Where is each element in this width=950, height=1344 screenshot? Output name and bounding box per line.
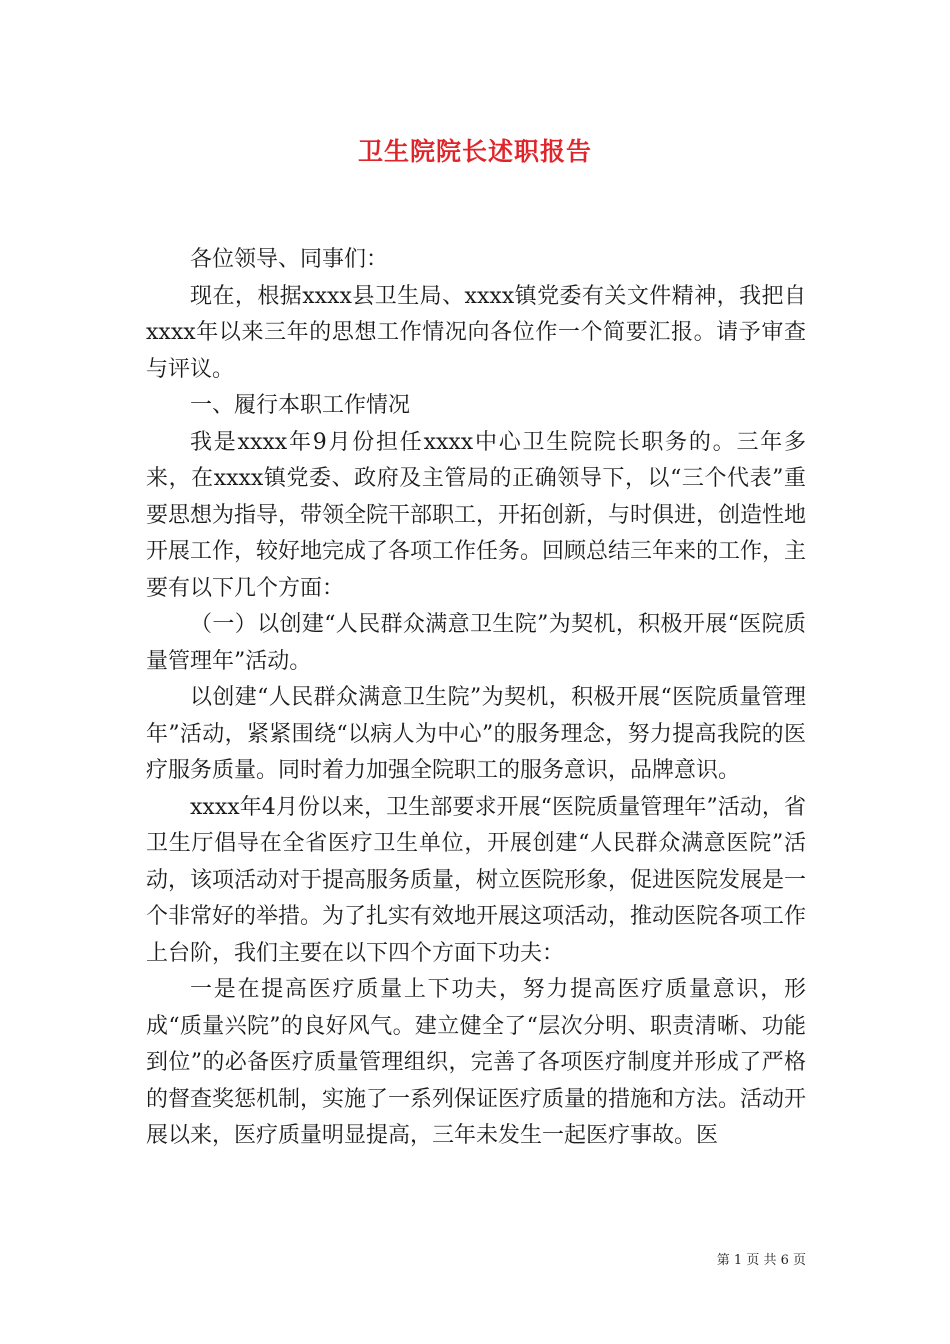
paragraph: xxxx年4月份以来，卫生部要求开展“医院质量管理年”活动，省卫生厅倡导在全省医疗卫生单位，开展创建“人民群众满意医院”活动，该项活动对于提高服务质量，树立医院形象，促进医院发展是一个非常好的举措。为了扎实有效地开展这项活动，推动医院各项工作上台阶，我们主要在以下四个方面下功夫：: [146, 794, 807, 966]
section-heading: 一、履行本职工作情况: [190, 393, 411, 418]
document-body: [146, 242, 806, 1155]
subsection-heading: （一）以创建“人民群众满意卫生院”为契机，积极开展“医院质量管理年”活动。: [146, 612, 806, 674]
paragraph: 现在，根据xxxx县卫生局、xxxx镇党委有关文件精神，我把自xxxx年以来三年的思想工作情况向各位作一个简要汇报。请予审查与评议。: [146, 283, 806, 382]
salutation: 各位领导、同事们：: [190, 247, 389, 272]
page-number: 第 1 页 共 6 页: [716, 1253, 806, 1268]
paragraph: 我是xxxx年9月份担任xxxx中心卫生院院长职务的。三年多来，在xxxx镇党委、政府及主管局的正确领导下，以“三个代表”重要思想为指导，带领全院干部职工，开拓创新，与时俱进，创造性地开展工作，较好地完成了各项工作任务。回顾总结三年来的工作，主要有以下几个方面：: [146, 429, 807, 601]
document-title: 卫生院院长述职报告: [357, 137, 592, 166]
paragraph: 一是在提高医疗质量上下功夫，努力提高医疗质量意识，形成“质量兴院”的良好风气。建立健全了“层次分明、职责清晰、功能到位”的必备医疗质量管理组织，完善了各项医疗制度并形成了严格的督查奖惩机制，实施了一系列保证医疗质量的措施和方法。活动开展以来，医疗质量明显提高，三年未发生一起医疗事故。医: [146, 977, 807, 1148]
paragraph: 以创建“人民群众满意卫生院”为契机，积极开展“医院质量管理年”活动，紧紧围绕“以病人为中心”的服务理念，努力提高我院的医疗服务质量。同时着力加强全院职工的服务意识，品牌意识。: [146, 685, 806, 783]
